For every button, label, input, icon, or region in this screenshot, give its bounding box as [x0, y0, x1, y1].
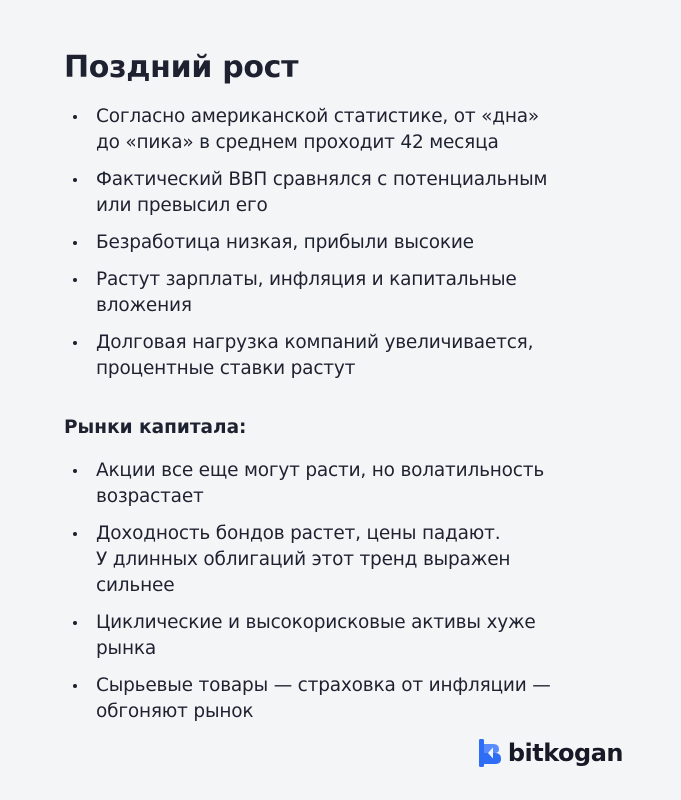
list-item-text: Фактический ВВП сравнялся с потенциальным или превысил его	[96, 169, 548, 216]
list-item	[64, 330, 547, 382]
list-item-text: Долговая нагрузка компаний увеличивается, процентные ставки растут	[96, 332, 534, 379]
bullet-icon	[73, 178, 77, 182]
list-item	[64, 521, 551, 599]
bullet-icon	[73, 278, 77, 282]
capital-markets-bullet-list	[64, 458, 551, 736]
bullet-icon	[73, 115, 77, 119]
bullet-icon	[73, 532, 77, 536]
bullet-icon	[73, 684, 77, 688]
list-item-text: Безработица низкая, прибыли высокие	[96, 232, 474, 253]
section-heading: Рынки капитала:	[64, 417, 247, 438]
list-item	[64, 673, 551, 725]
page-title: Поздний рост	[64, 50, 299, 85]
list-item	[64, 167, 547, 219]
list-item-text: Циклические и высокорисковые активы хуже рынка	[96, 612, 536, 659]
list-item-text: Согласно американской статистике, от «дна» до «пика» в среднем проходит 42 месяца	[96, 106, 540, 153]
list-item-text: Растут зарплаты, инфляция и капитальные вложения	[96, 269, 517, 316]
list-item-text: Акции все еще могут расти, но волатильность возрастает	[96, 460, 545, 507]
bullet-icon	[73, 469, 77, 473]
list-item	[64, 610, 551, 662]
list-item	[64, 267, 547, 319]
list-item	[64, 104, 547, 156]
list-item-text: Сырьевые товары — страховка от инфляции — обгоняют рынок	[96, 675, 551, 722]
bullet-icon	[73, 241, 77, 245]
brand-logo	[477, 738, 623, 768]
brand-name: bitkogan	[507, 739, 623, 767]
bullet-icon	[73, 341, 77, 345]
list-item-text: Доходность бондов растет, цены падают. У длинных облигаций этот тренд выражен сильнее	[96, 523, 511, 596]
list-item	[64, 458, 551, 510]
bullet-icon	[73, 621, 77, 625]
main-bullet-list	[64, 104, 547, 393]
bitkogan-logo-icon	[477, 738, 503, 768]
list-item	[64, 230, 547, 256]
